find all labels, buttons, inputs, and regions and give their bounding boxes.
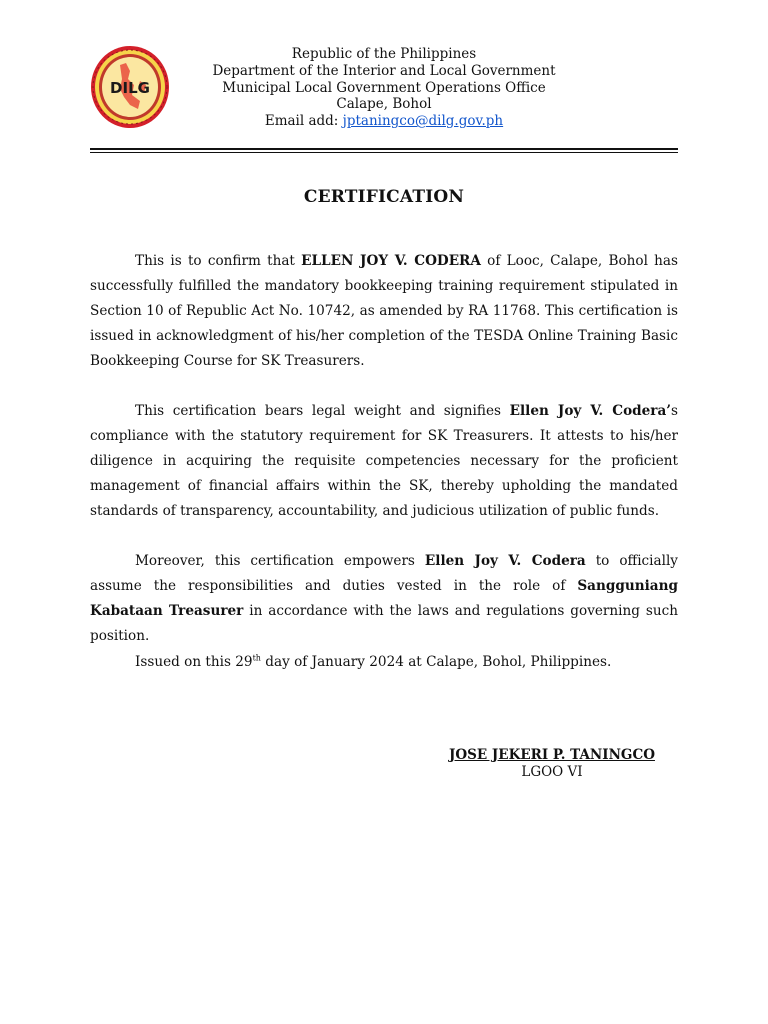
- paragraph-issued: [90, 650, 678, 675]
- p1-recipient-name: ELLEN JOY V. CODERA: [301, 253, 481, 269]
- p2-text-end: s compliance with the statutory requirement for SK Treasurers. It attests to his/her diligence in acquiring the requisite competencies necessary for the proficient management of financial affairs within the SK, thereby upholding the mandated standards of transparency, accountability, and judicious utilization of public funds.: [90, 403, 678, 520]
- letterhead: [184, 46, 584, 130]
- p4-day-suffix: th: [252, 653, 261, 663]
- letterhead-email-line: [184, 113, 584, 130]
- paragraph-legal-weight: [90, 399, 678, 524]
- p3-recipient-name: Ellen Joy V. Codera: [424, 553, 586, 569]
- signatory-position: LGOO VI: [521, 763, 583, 780]
- dilg-seal-logo: [90, 45, 170, 130]
- p2-text-start: This certification bears legal weight and signifies: [135, 403, 510, 419]
- paragraph-confirmation: [90, 249, 678, 374]
- header-divider-thin: [90, 152, 678, 153]
- p1-text-start: This is to confirm that: [135, 253, 302, 269]
- header-divider-thick: [90, 148, 678, 150]
- p4-text-end: day of January 2024 at Calape, Bohol, Philippines.: [260, 654, 612, 670]
- signatory-name: JOSE JEKERI P. TANINGCO: [449, 747, 655, 763]
- letterhead-department: Department of the Interior and Local Government: [212, 62, 556, 79]
- email-link[interactable]: jptaningco@dilg.gov.ph: [342, 113, 504, 130]
- p3-text-start: Moreover, this certification empowers: [135, 553, 425, 569]
- p3-role: Sangguniang Kabataan Treasurer: [90, 578, 678, 620]
- p4-text-start: Issued on this 29: [135, 654, 253, 670]
- letterhead-location: Calape, Bohol: [336, 96, 432, 113]
- document-title: CERTIFICATION: [303, 187, 465, 207]
- p3-text-middle: to officially assume the responsibilities and duties vested in the role of: [90, 553, 678, 595]
- email-label: Email add:: [264, 113, 339, 130]
- letterhead-office: Municipal Local Government Operations Office: [222, 79, 546, 96]
- svg-text:DILG: DILG: [110, 79, 150, 97]
- paragraph-empowerment: [90, 549, 678, 649]
- signature-block: [430, 747, 674, 781]
- p2-recipient-name: Ellen Joy V. Codera’: [509, 403, 672, 419]
- p3-text-end: in accordance with the laws and regulations governing such position.: [90, 603, 678, 645]
- p1-text-end: of Looc, Calape, Bohol has successfully fulfilled the mandatory bookkeeping training requirement stipulated in Section 10 of Republic Act No. 10742, as amended by RA 11768. This certification is issued in acknowledgment of his/her completion of the TESDA Online Training Basic Bookkeeping Course for SK Treasurers.: [90, 253, 678, 370]
- letterhead-republic: Republic of the Philippines: [291, 46, 477, 62]
